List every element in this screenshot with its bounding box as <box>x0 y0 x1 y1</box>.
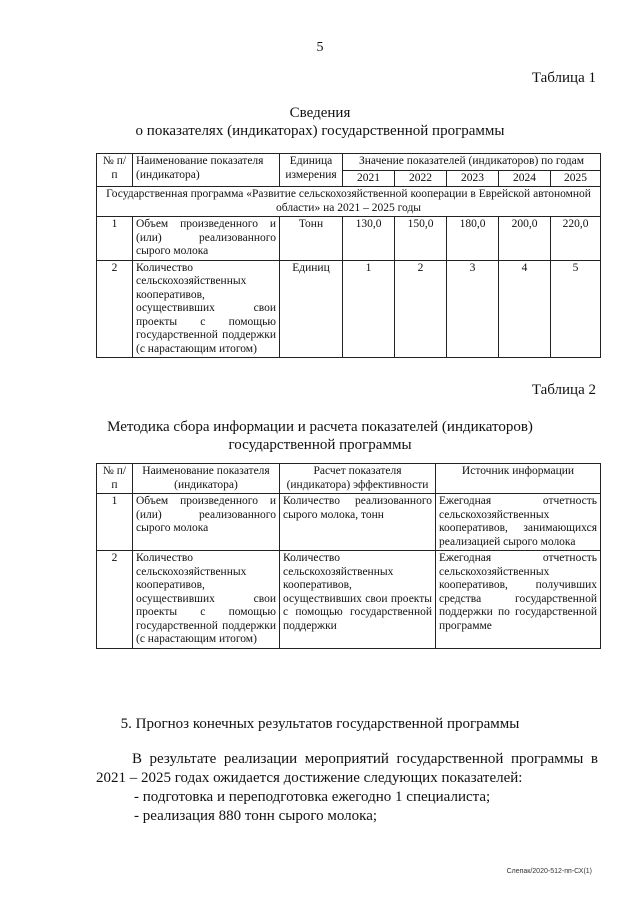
t2-row-num: 2 <box>97 551 133 649</box>
t1-year: 2023 <box>447 170 499 187</box>
t1-year: 2022 <box>395 170 447 187</box>
t1-row-value: 180,0 <box>447 217 499 261</box>
t1-row-name: Объем произведенного и (или) реализованного сырого молока <box>133 217 280 261</box>
t1-header-values: Значение показателей (индикаторов) по годам <box>343 154 601 171</box>
t2-row-source: Ежегодная отчетность сельскохозяйственных кооперативов, занимающихся реализацией сырого молока <box>436 494 601 551</box>
table1-label: Таблица 1 <box>531 70 596 86</box>
t2-header-calc: Расчет показателя (индикатора) эффективности <box>280 464 436 494</box>
t2-row-name: Объем произведенного и (или) реализованного сырого молока <box>133 494 280 551</box>
t2-row-source: Ежегодная отчетность сельскохозяйственных кооперативов, получивших средства государственной поддержки по государственной программе <box>436 551 601 649</box>
table2-title-line1: Методика сбора информации и расчета показателей (индикаторов) <box>107 419 533 435</box>
table-row <box>97 217 601 261</box>
t1-row-value: 150,0 <box>395 217 447 261</box>
t1-row-value: 200,0 <box>499 217 551 261</box>
table2-title <box>60 418 580 454</box>
table1-title <box>60 104 580 140</box>
t2-header-num: № п/п <box>97 464 133 494</box>
table-row <box>97 551 601 649</box>
t2-header-name: Наименование показателя (индикатора) <box>133 464 280 494</box>
page-number: 5 <box>316 40 324 55</box>
table2-title-line2: государственной программы <box>228 437 412 453</box>
bullet-item: - подготовка и переподготовка ежегодно 1 специалиста; <box>134 789 491 805</box>
t1-header-unit: Единица измерения <box>280 154 343 187</box>
t1-row-value: 5 <box>551 260 601 358</box>
t1-header-name: Наименование показателя (индикатора) <box>133 154 280 187</box>
t1-year: 2021 <box>343 170 395 187</box>
t1-row-unit: Тонн <box>280 217 343 261</box>
table2-label: Таблица 2 <box>531 382 596 398</box>
t1-row-unit: Единиц <box>280 260 343 358</box>
t1-header-num: № п/п <box>97 154 133 187</box>
t1-year: 2025 <box>551 170 601 187</box>
t2-row-name: Количество сельскохозяйственных кооперативов, осуществивших свои проекты с помощью государственной поддержки (с нарастающим итогом) <box>133 551 280 649</box>
t1-row-num: 2 <box>97 260 133 358</box>
t1-year: 2024 <box>499 170 551 187</box>
t2-row-num: 1 <box>97 494 133 551</box>
section-body <box>98 750 598 826</box>
t1-row-value: 1 <box>343 260 395 358</box>
table-row <box>97 494 601 551</box>
footer-code: Слепак/2020-512-пп-СХ(1) <box>506 868 592 875</box>
t1-row-value: 3 <box>447 260 499 358</box>
table1-title-line1: Сведения <box>289 105 351 121</box>
t2-row-calc: Количество сельскохозяйственных кооперативов, осуществивших свои проекты с помощью государственной поддержки <box>280 551 436 649</box>
section-title: 5. Прогноз конечных результатов государственной программы <box>120 716 520 732</box>
t1-row-value: 220,0 <box>551 217 601 261</box>
t1-row-value: 4 <box>499 260 551 358</box>
t1-row-value: 2 <box>395 260 447 358</box>
indicators-table <box>96 153 601 358</box>
t1-row-num: 1 <box>97 217 133 261</box>
methodology-table <box>96 463 601 649</box>
t1-row-name: Количество сельскохозяйственных кооперативов, осуществивших свои проекты с помощью государственной поддержки (с нарастающим итогом) <box>133 260 280 358</box>
t2-header-source: Источник информации <box>436 464 601 494</box>
section-intro: В результате реализации мероприятий государственной программы в 2021 – 2025 годах ожидается достижение следующих показателей: <box>96 751 598 786</box>
table1-title-line2: о показателях (индикаторах) государственной программы <box>135 123 505 139</box>
table-row <box>97 260 601 358</box>
t2-row-calc: Количество реализованного сырого молока, тонн <box>280 494 436 551</box>
t1-program-row: Государственная программа «Развитие сельскохозяйственной кооперации в Еврейской автономной области» на 2021 – 2025 годы <box>97 187 601 217</box>
bullet-item: - реализация 880 тонн сырого молока; <box>134 808 378 824</box>
t1-row-value: 130,0 <box>343 217 395 261</box>
